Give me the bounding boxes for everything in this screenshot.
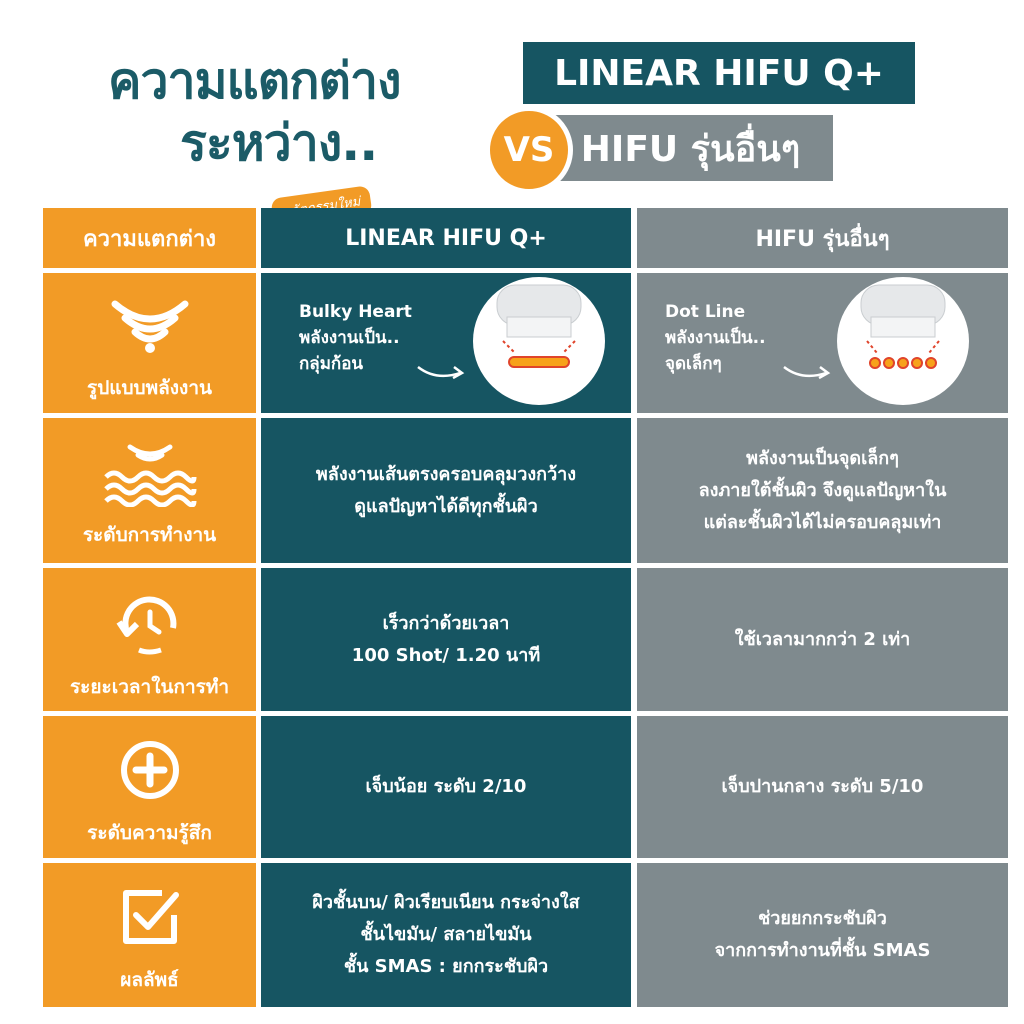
row-label-duration: [43, 568, 256, 711]
cell-text: กลุ่มก้อน: [299, 354, 364, 374]
cell-linear-energy: [261, 273, 631, 413]
row-label: ระดับการทำงาน: [82, 524, 217, 546]
device-others-image: [837, 277, 969, 405]
arrow-icon: [782, 361, 832, 385]
cell-text: ดูแลปัญหาได้ดีทุกชั้นผิว: [354, 495, 538, 517]
device-linear-image: [473, 277, 605, 405]
title-line-1: ความแตกต่าง: [108, 52, 401, 110]
plus-circle-icon: [43, 738, 256, 802]
row-label-work-level: [43, 418, 256, 563]
cell-text: 100 Shot/ 1.20 นาที: [351, 644, 541, 666]
cell-text: แต่ละชั้นผิวได้ไม่ครอบคลุมเท่า: [703, 511, 942, 533]
row-label: ระยะเวลาในการทำ: [69, 676, 230, 698]
banner-hifu-others: HIFU รุ่นอื่นๆ: [548, 115, 833, 181]
wave-signal-icon: [43, 291, 256, 361]
cell-others-work-level: [637, 418, 1008, 563]
vs-badge: VS: [485, 106, 573, 194]
col-header-others: HIFU รุ่นอื่นๆ: [637, 208, 1008, 268]
cell-others-result: [637, 863, 1008, 1007]
cell-text: Bulky Heart: [299, 302, 412, 322]
cell-text: พลังงานเป็นจุดเล็กๆ: [746, 447, 899, 469]
cell-text: พลังงานเป็น..: [665, 328, 766, 348]
cell-text: ใช้เวลามากกว่า 2 เท่า: [734, 628, 911, 650]
cell-linear-duration: [261, 568, 631, 711]
cell-text: เจ็บปานกลาง ระดับ 5/10: [721, 776, 924, 797]
row-label: ระดับความรู้สึก: [87, 822, 212, 844]
clock-refresh-icon: [43, 592, 256, 658]
row-label-sensation: [43, 716, 256, 858]
cell-others-duration: [637, 568, 1008, 711]
wave-layers-icon: [43, 440, 256, 510]
cell-text: ช่วยยกกระชับผิว: [758, 908, 887, 929]
col-header-linear: LINEAR HIFU Q+: [261, 208, 631, 268]
cell-text: ผิวชั้นบน/ ผิวเรียบเนียน กระจ่างใส: [312, 892, 580, 913]
cell-text: ลงภายใต้ชั้นผิว จึงดูแลปัญหาใน: [698, 479, 947, 501]
cell-text: พลังงานเส้นตรงครอบคลุมวงกว้าง: [315, 463, 577, 485]
cell-text: เจ็บน้อย ระดับ 2/10: [365, 776, 527, 797]
cell-text: จากการทำงานที่ชั้น SMAS: [714, 940, 931, 961]
cell-others-energy: [637, 273, 1008, 413]
cell-linear-sensation: [261, 716, 631, 858]
cell-text: ชั้น SMAS : ยกกระชับผิว: [343, 956, 549, 977]
banner-linear-hifu: LINEAR HIFU Q+: [523, 42, 915, 104]
arrow-icon: [416, 361, 466, 385]
row-label-energy-type: [43, 273, 256, 413]
col-header-difference: ความแตกต่าง: [43, 208, 256, 268]
checkbox-icon: [43, 885, 256, 949]
row-label: ผลลัพธ์: [120, 969, 179, 991]
row-label-result: [43, 863, 256, 1007]
row-label: รูปแบบพลังงาน: [86, 377, 212, 399]
cell-others-sensation: [637, 716, 1008, 858]
cell-text: เร็วกว่าด้วยเวลา: [382, 612, 510, 634]
title-line-2: ระหว่าง..: [180, 114, 378, 172]
cell-text: จุดเล็กๆ: [665, 354, 722, 374]
cell-text: พลังงานเป็น..: [299, 328, 400, 348]
cell-text: ชั้นไขมัน/ สลายไขมัน: [360, 924, 532, 945]
cell-text: Dot Line: [665, 302, 746, 322]
cell-linear-result: [261, 863, 631, 1007]
cell-linear-work-level: [261, 418, 631, 563]
